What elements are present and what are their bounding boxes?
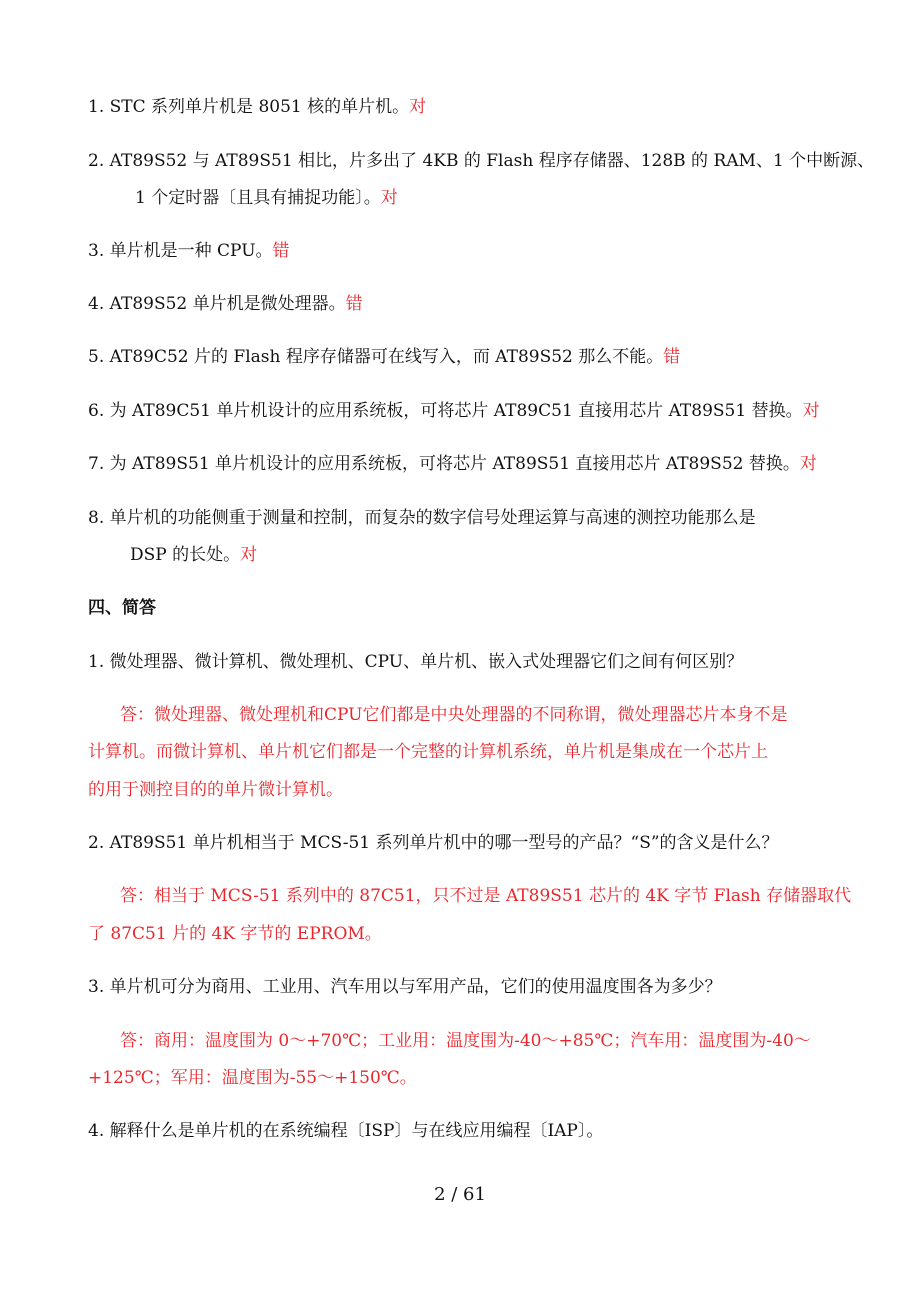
question-2: 2. AT89S51 单片机相当于 MCS-51 系列单片机中的哪一型号的产品？“S”的含义是什么？ xyxy=(88,833,779,853)
judge-item-2-cont: 1 个定时器〔且具有捕捉功能〕。对 xyxy=(135,188,398,208)
judge-mark: 错 xyxy=(663,347,681,367)
judge-mark: 错 xyxy=(272,241,290,261)
question-3: 3. 单片机可分为商用、工业用、汽车用以与军用产品，它们的使用温度围各为多少？ xyxy=(88,977,722,997)
answer-2-line-1: 答：相当于 MCS-51 系列中的 87C51，只不过是 AT89S51 芯片的 4K 字节 Flash 存储器取代 xyxy=(120,886,852,906)
answer-1-line-1: 答：微处理器、微处理机和CPU它们都是中央处理器的不同称谓，微处理器芯片本身不是 xyxy=(120,705,788,725)
judge-mark: 对 xyxy=(802,401,820,421)
page-number: 2 / 61 xyxy=(434,1184,486,1205)
judge-mark: 对 xyxy=(240,545,258,565)
question-1: 1. 微处理器、微计算机、微处理机、CPU、单片机、嵌入式处理器它们之间有何区别？ xyxy=(88,652,744,672)
judge-item-1: 1. STC 系列单片机是 8051 核的单片机。对 xyxy=(88,97,427,117)
judge-item-4: 4. AT89S52 单片机是微处理器。错 xyxy=(88,294,363,314)
judge-item-3: 3. 单片机是一种 CPU。错 xyxy=(88,241,290,261)
judge-item-8-cont: DSP 的长处。对 xyxy=(130,545,258,565)
judge-item-5: 5. AT89C52 片的 Flash 程序存储器可在线写入，而 AT89S52 那么不能。错 xyxy=(88,347,681,367)
judge-mark: 对 xyxy=(409,97,427,117)
answer-3-line-2: +125℃；军用：温度围为-55～+150℃。 xyxy=(88,1068,417,1088)
judge-item-8: 8. 单片机的功能侧重于测量和控制，而复杂的数字信号处理运算与高速的测控功能那么是 xyxy=(88,508,756,528)
judge-mark: 错 xyxy=(345,294,363,314)
answer-1-line-2: 计算机。而微计算机、单片机它们都是一个完整的计算机系统，单片机是集成在一个芯片上 xyxy=(88,742,768,762)
answer-2-line-2: 了 87C51 片的 4K 字节的 EPROM。 xyxy=(88,924,382,944)
answer-3-line-1: 答：商用：温度围为 0～+70℃；工业用：温度围为-40～+85℃；汽车用：温度围为-40～ xyxy=(120,1031,811,1051)
answer-1-line-3: 的用于测控目的的单片微计算机。 xyxy=(88,780,343,800)
judge-item-6: 6. 为 AT89C51 单片机设计的应用系统板，可将芯片 AT89C51 直接用芯片 AT89S51 替换。对 xyxy=(88,401,820,421)
judge-mark: 对 xyxy=(799,454,817,474)
section-heading: 四、简答 xyxy=(88,598,156,618)
judge-mark: 对 xyxy=(380,188,398,208)
question-4: 4. 解释什么是单片机的在系统编程〔ISP〕与在线应用编程〔IAP〕。 xyxy=(88,1121,604,1141)
judge-item-2: 2. AT89S52 与 AT89S51 相比，片多出了 4KB 的 Flash 程序存储器、128B 的 RAM、1 个中断源、 xyxy=(88,151,875,171)
judge-item-7: 7. 为 AT89S51 单片机设计的应用系统板，可将芯片 AT89S51 直接用芯片 AT89S52 替换。对 xyxy=(88,454,817,474)
